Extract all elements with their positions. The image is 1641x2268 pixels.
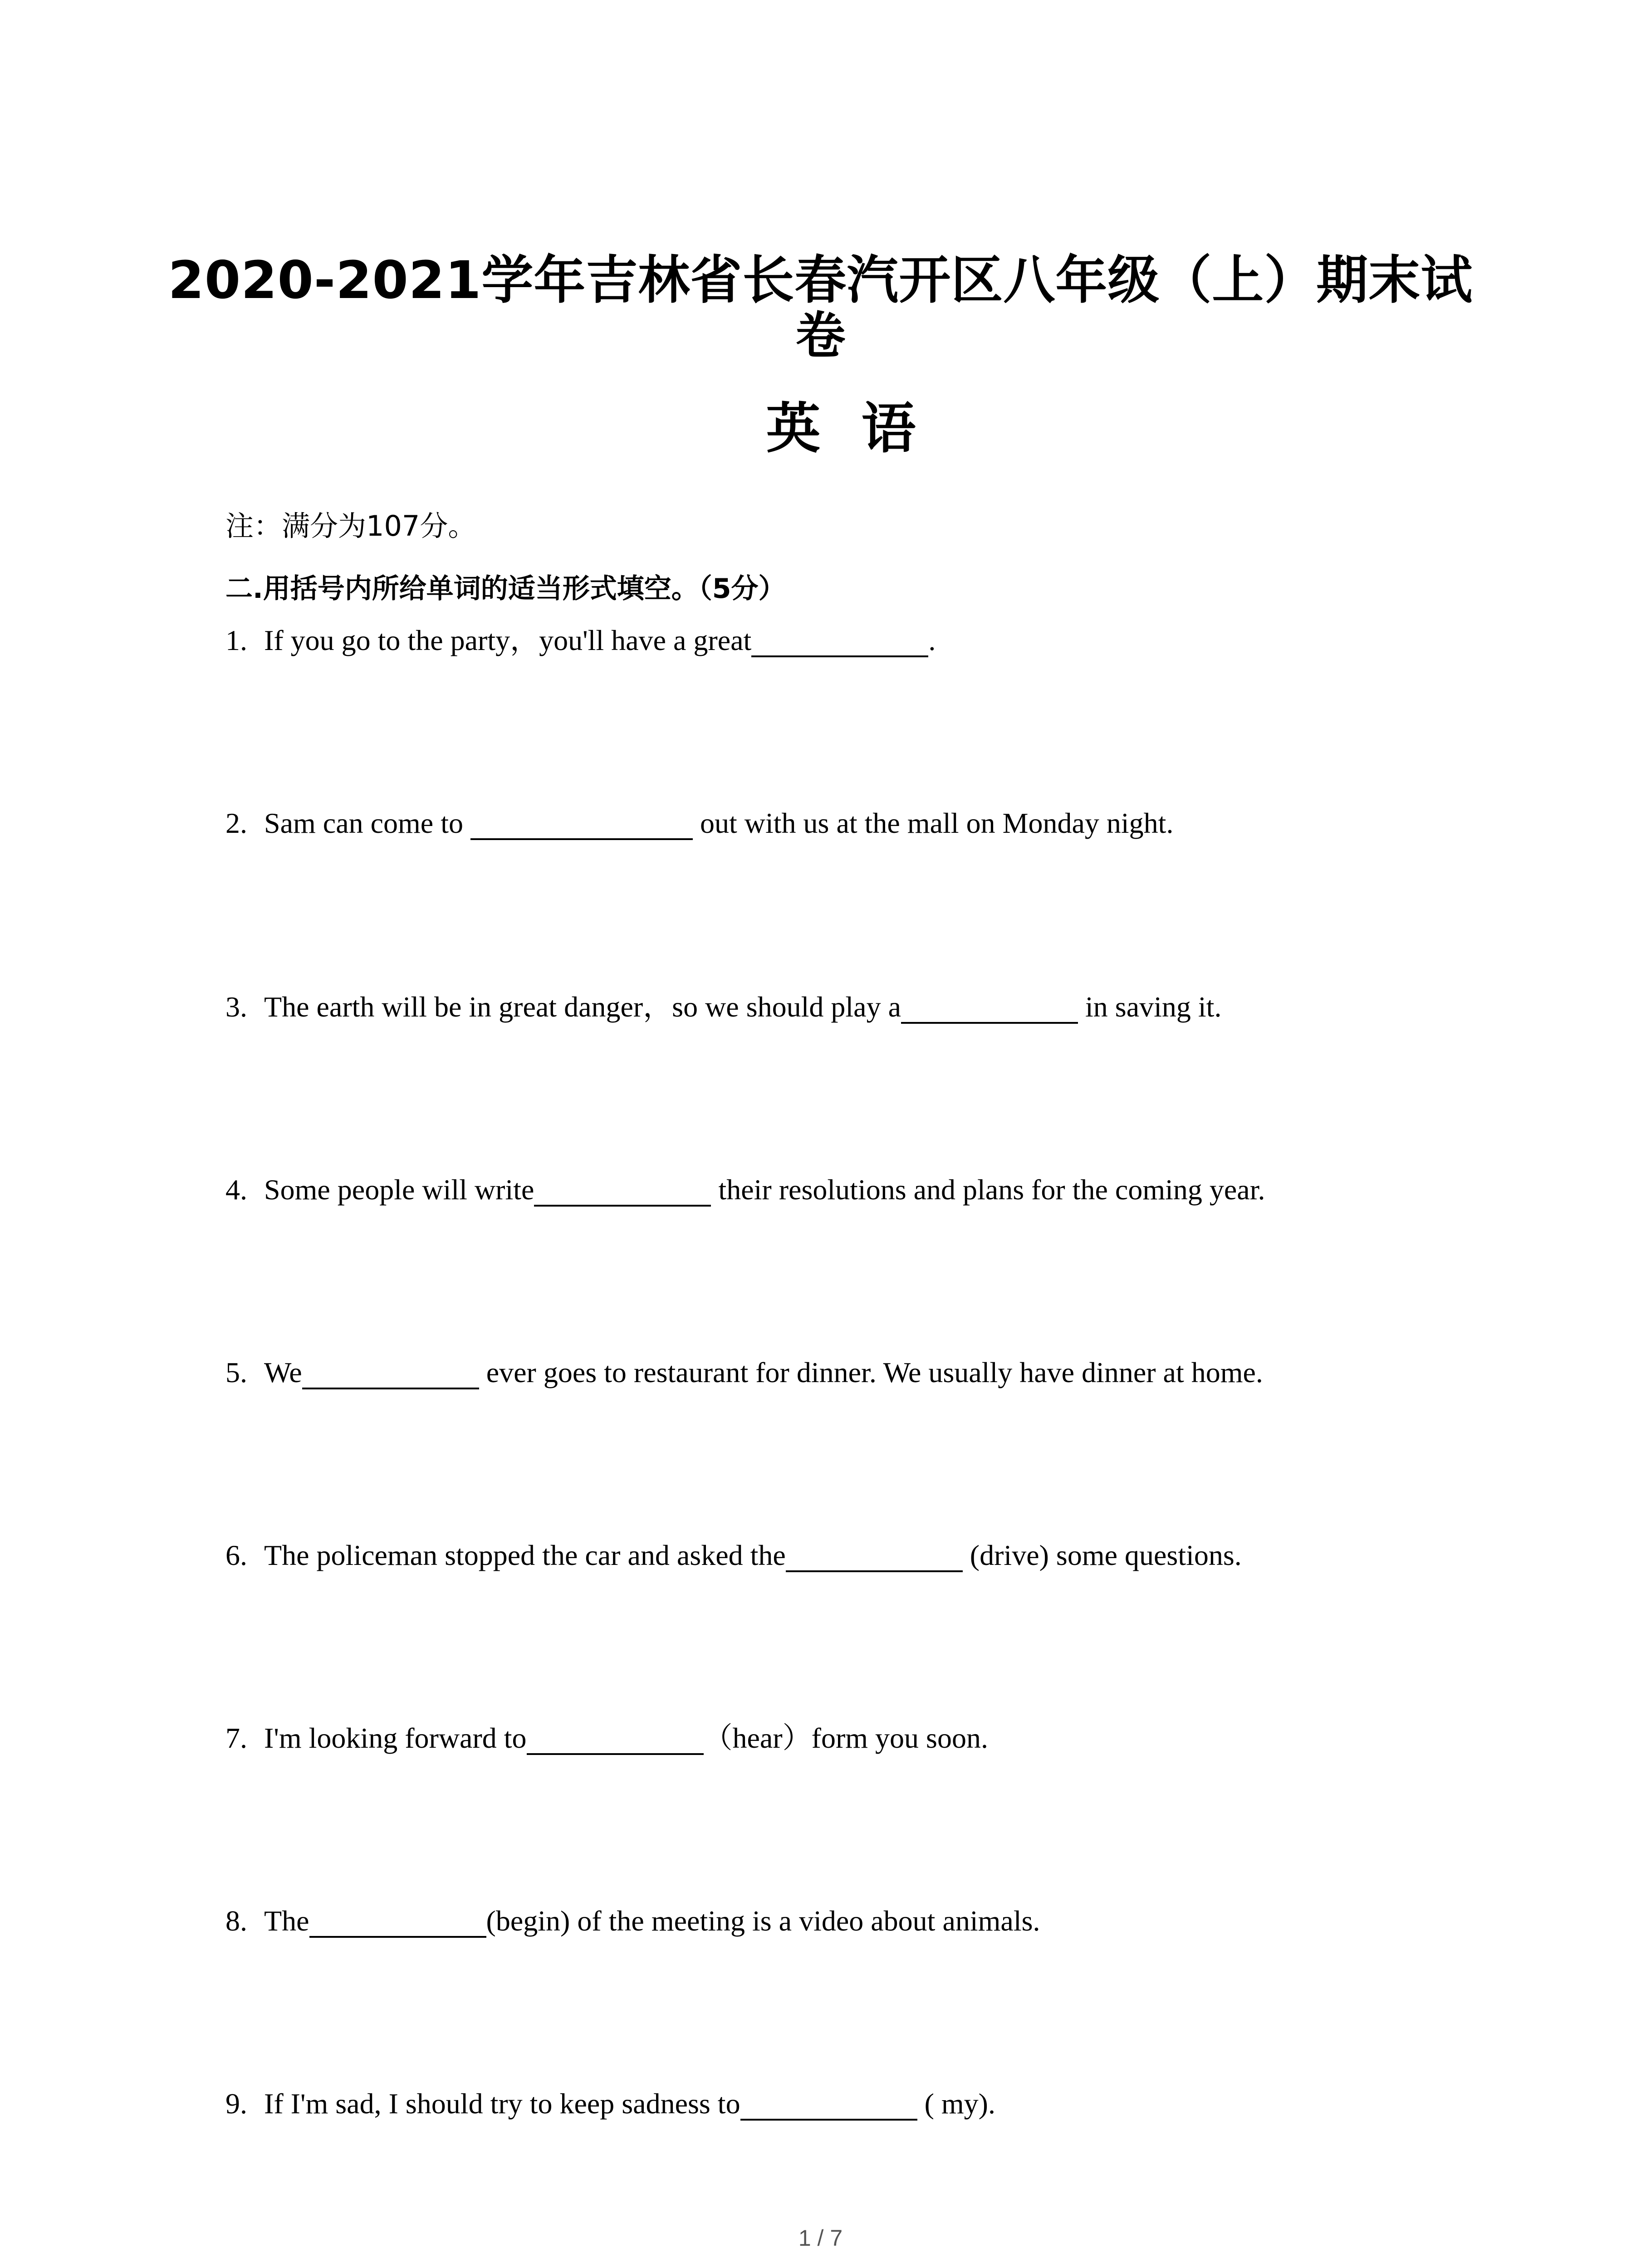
question-text-after: (begin) of the meeting is a video about animals. [486, 1905, 1040, 1937]
answer-blank[interactable] [534, 1177, 711, 1207]
question-text-after: ever goes to restaurant for dinner. We usually have dinner at home. [479, 1356, 1263, 1388]
question-5 [225, 1358, 1263, 1389]
question-4 [225, 1175, 1265, 1207]
question-number: 3. [225, 991, 247, 1023]
question-text-after: (drive) some questions. [962, 1539, 1242, 1571]
question-text-after: in saving it. [1078, 991, 1222, 1023]
question-number: 7. [225, 1722, 247, 1754]
question-number: 6. [225, 1539, 247, 1571]
answer-blank[interactable] [740, 2091, 917, 2121]
question-text-before: If you go to the party，you'll have a great [264, 624, 752, 656]
question-text-after: their resolutions and plans for the coming year. [711, 1173, 1265, 1206]
question-number: 2. [225, 807, 247, 839]
question-text-after: （hear）form you soon. [703, 1722, 988, 1754]
question-text-before: The policeman stopped the car and asked the [264, 1539, 786, 1571]
page-number: 1 / 7 [798, 2225, 843, 2251]
question-9 [225, 2089, 995, 2121]
answer-blank[interactable] [470, 810, 693, 840]
subject-heading: 英语 [766, 397, 957, 460]
document-title: 2020-2021学年吉林省长春汽开区八年级（上）期末试 [168, 250, 1473, 310]
question-number: 1. [225, 624, 247, 656]
question-2 [225, 809, 1173, 840]
question-text-before: Sam can come to [264, 807, 470, 839]
score-note: 注：满分为107分。 [225, 509, 476, 543]
question-text-before: We [264, 1356, 302, 1388]
answer-blank[interactable] [901, 994, 1078, 1024]
answer-blank[interactable] [786, 1542, 963, 1572]
question-3 [225, 992, 1221, 1024]
question-number: 4. [225, 1173, 247, 1206]
section-title: 二.用括号内所给单词的适当形式填空。（5分） [225, 573, 786, 605]
question-6 [225, 1541, 1242, 1572]
question-text-after: ( my). [917, 2087, 995, 2120]
question-text-before: Some people will write [264, 1173, 534, 1206]
question-text-after: out with us at the mall on Monday night. [692, 807, 1174, 839]
question-text-before: The [264, 1905, 309, 1937]
question-number: 5. [225, 1356, 247, 1388]
question-number: 8. [225, 1905, 247, 1937]
question-text-before: If I'm sad, I should try to keep sadness to [264, 2087, 740, 2120]
question-text-before: I'm looking forward to [264, 1722, 527, 1754]
question-text-after: . [928, 624, 936, 656]
answer-blank[interactable] [309, 1908, 486, 1938]
question-1 [225, 626, 936, 657]
answer-blank[interactable] [302, 1359, 479, 1389]
question-7 [225, 1724, 988, 1755]
answer-blank[interactable] [527, 1725, 704, 1755]
question-number: 9. [225, 2087, 247, 2120]
document-title-continued: 卷 [795, 307, 846, 365]
question-text-before: The earth will be in great danger，so we should play a [264, 991, 901, 1023]
answer-blank[interactable] [751, 627, 928, 657]
question-8 [225, 1906, 1040, 1938]
